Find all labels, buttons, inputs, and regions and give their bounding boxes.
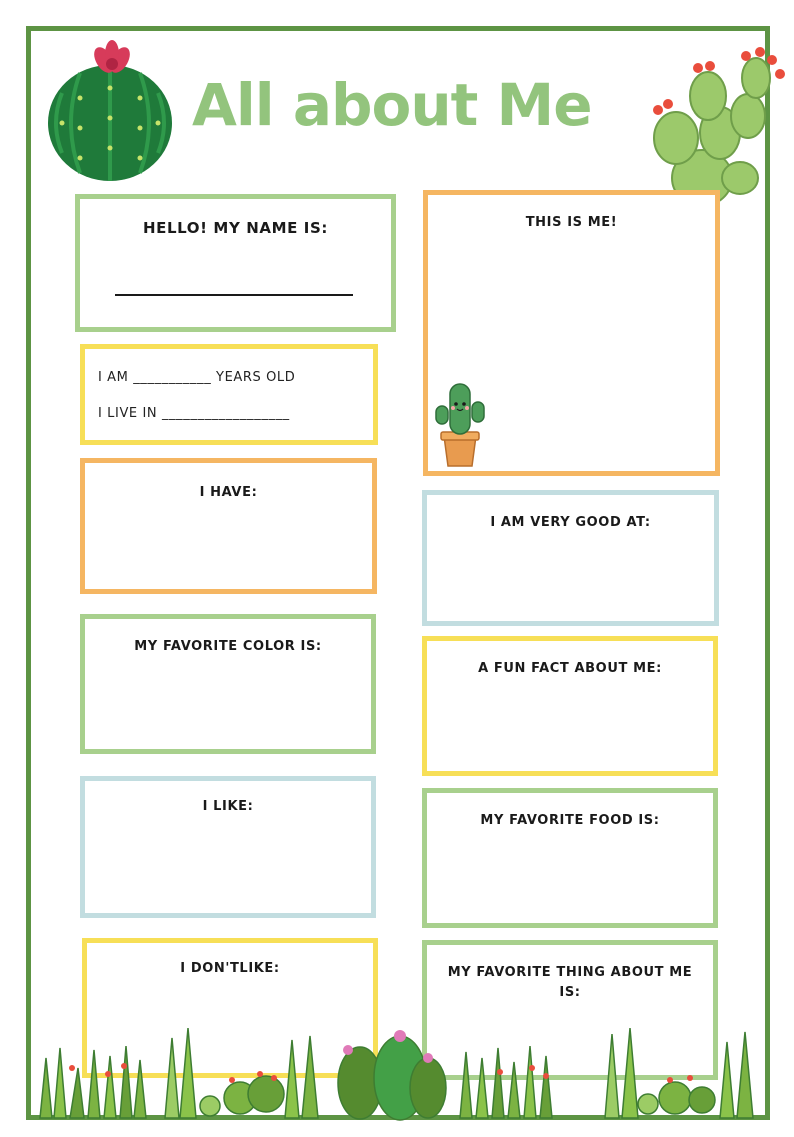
name-box	[75, 194, 396, 332]
favorite-color-label: MY FAVORITE COLOR IS:	[134, 639, 322, 654]
page-title: All about Me	[192, 71, 592, 139]
prickly-pear-cactus-icon	[640, 38, 790, 208]
fun-fact-label: A FUN FACT ABOUT ME:	[478, 661, 662, 676]
very-good-at-label: I AM VERY GOOD AT:	[490, 515, 651, 530]
potted-cactus-icon	[432, 376, 488, 468]
i-like-label: I LIKE:	[202, 799, 254, 814]
i-have-label: I HAVE:	[199, 485, 258, 500]
cactus-border-icon	[30, 1028, 770, 1123]
age-line[interactable]: I AM ___________ YEARS OLD	[98, 370, 296, 385]
this-is-me-label: THIS IS ME!	[525, 215, 618, 230]
i-have-box	[80, 458, 377, 594]
i-like-box	[80, 776, 376, 918]
favorite-thing-label: MY FAVORITE THING ABOUT ME IS:	[447, 965, 693, 1000]
very-good-at-box	[422, 490, 719, 626]
favorite-food-box	[422, 788, 718, 928]
i-dont-like-label: I DON'TLIKE:	[180, 961, 280, 976]
name-label: HELLO! MY NAME IS:	[143, 219, 328, 237]
name-line[interactable]	[115, 294, 353, 296]
fun-fact-box	[422, 636, 718, 776]
round-cactus-icon	[44, 38, 179, 183]
favorite-color-box	[80, 614, 376, 754]
live-in-line[interactable]: I LIVE IN __________________	[98, 406, 290, 421]
favorite-food-label: MY FAVORITE FOOD IS:	[480, 813, 660, 828]
age-box	[80, 344, 378, 445]
